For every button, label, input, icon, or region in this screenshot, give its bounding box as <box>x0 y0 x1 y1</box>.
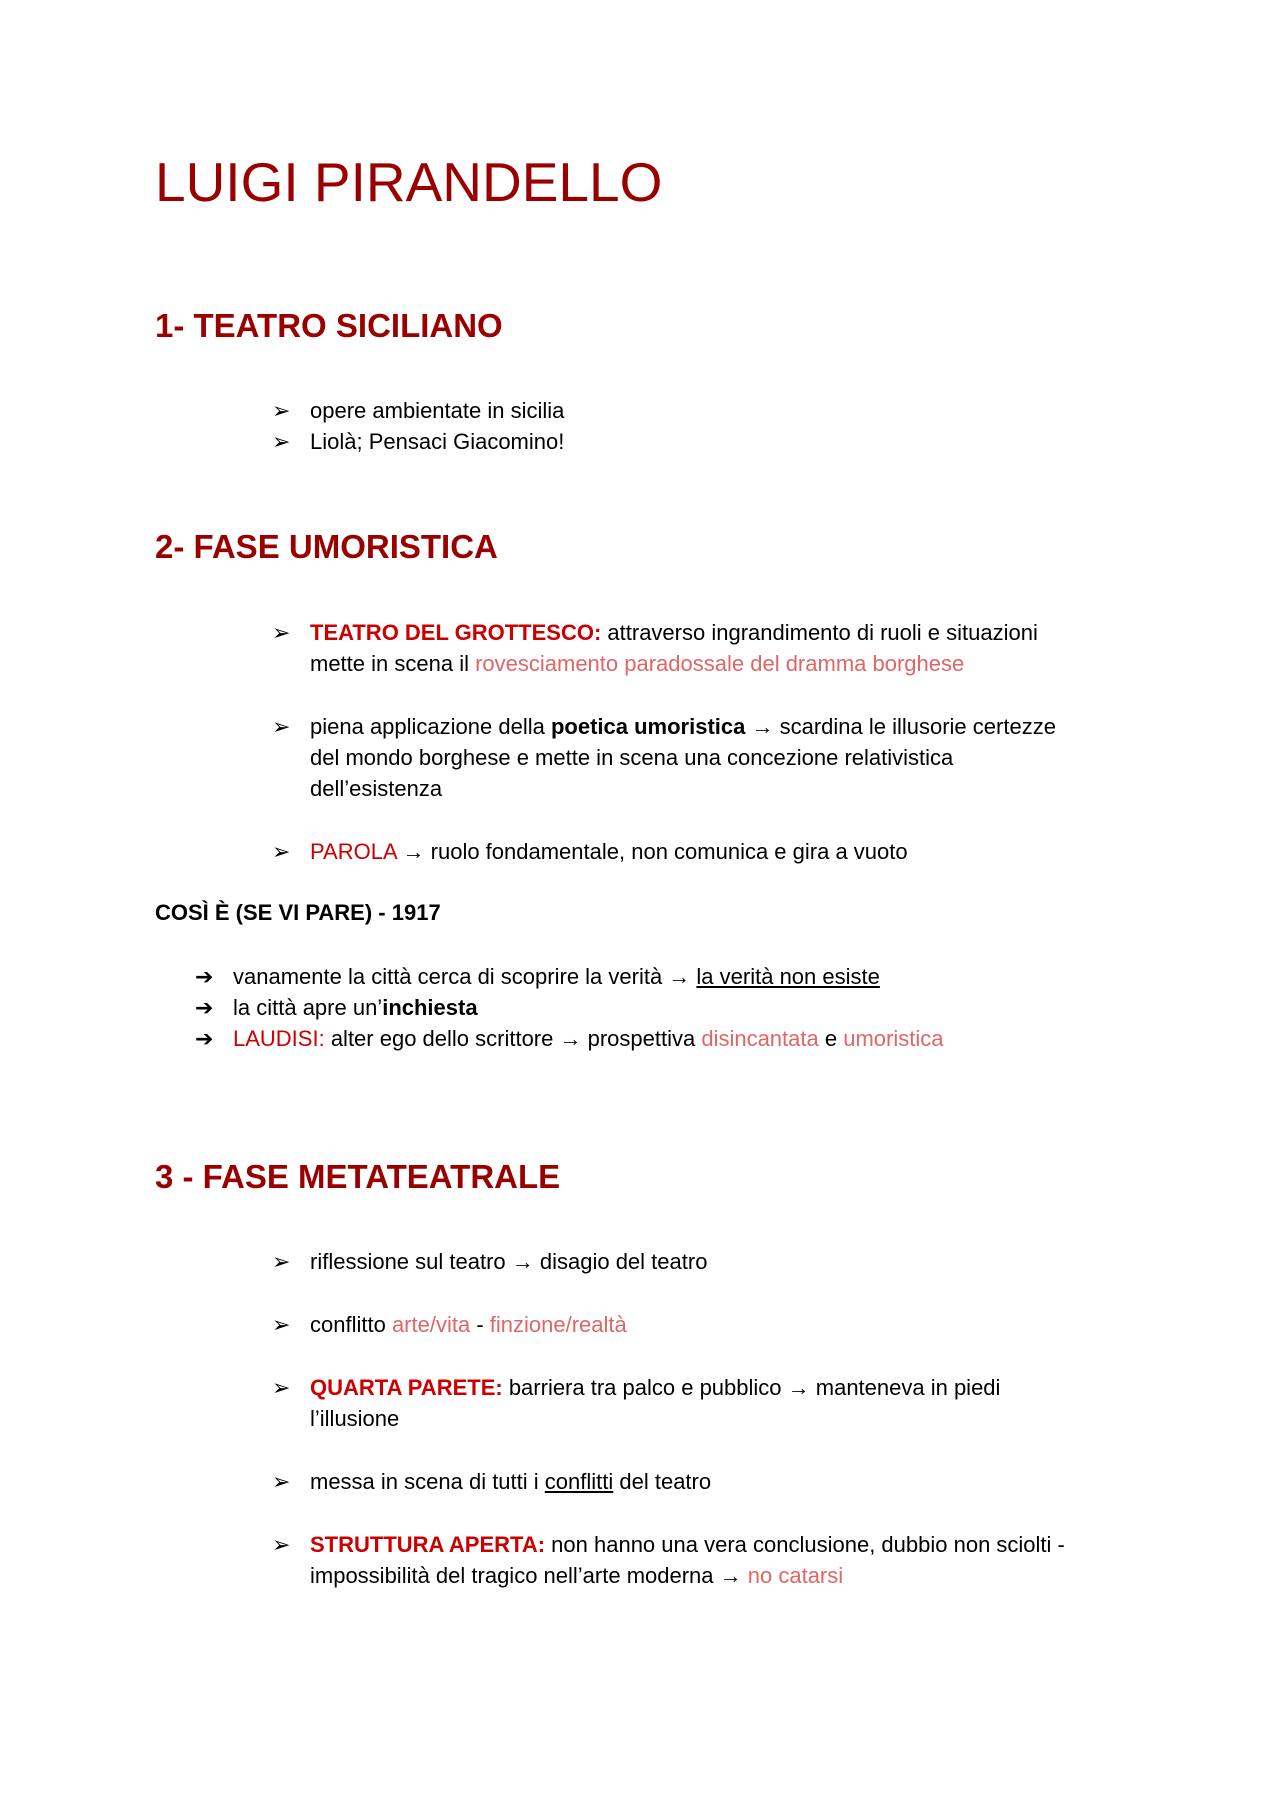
section-heading-fase-metateatrale: 3 - FASE METATEATRALE <box>155 1158 561 1195</box>
term-quarta-parete: QUARTA PARETE: <box>310 1375 503 1400</box>
bullet-arrowhead-icon: ➢ <box>272 429 291 454</box>
bullet-arrowhead-icon: ➢ <box>272 1249 291 1274</box>
subheading-cosi-e: COSÌ È (SE VI PARE) - 1917 <box>155 900 441 925</box>
bullet-arrowhead-icon: ➢ <box>272 1375 291 1400</box>
section-heading-fase-umoristica: 2- FASE UMORISTICA <box>155 528 498 565</box>
bullet-arrowhead-icon: ➢ <box>272 1469 291 1494</box>
bullet-arrow-icon: ➔ <box>195 964 214 989</box>
bullet-arrowhead-icon: ➢ <box>272 620 291 645</box>
term-laudisi: LAUDISI: <box>233 1026 325 1051</box>
page-title: LUIGI PIRANDELLO <box>155 151 663 213</box>
bullet-arrowhead-icon: ➢ <box>272 1312 291 1337</box>
term-teatro-del-grottesco: TEATRO DEL GROTTESCO: <box>310 620 602 645</box>
document-page: LUIGI PIRANDELLO 1- TEATRO SICILIANO ➢ opere ambientate in sicilia ➢ Liolà; Pensaci Giacomino! 2- FASE UMORISTICA ➢ TEATRO DEL GROTTESCO: attraverso ingrandimento di ruoli e situazioni mette in scena il rovesciamento paradossale del dramma borghese ➢ piena applicazione della poetica umoristica → scardina le illusorie certezze del mondo borghese e mette in scena una concezione relativistica dell’esistenza ➢ PAROLA → ruolo fondamentale, non comunica e gira a vuoto COSÌ È (SE VI PARE) - 1917 ➔ vanamente la città cerca di scoprire la verità → la verità non esiste ➔ la città apre un’inchiesta ➔ LAUDISI: alter ego dello scrittore → prospettiva disincantata e umoristica 3 - FASE METATEATRALE ➢ riflessione sul teatro → disagio del teatro ➢ conflitto arte/vita - finzione/realtà ➢ QUARTA PARETE: barriera tra palco e pubblico → manteneva in piedi l’illusione ➢ messa in scena di tutti i conflitti del teatro ➢ STRUTTURA APERTA: non hanno una vera conclusione, dubbio non sciolti - impossibilità del tragico nell’arte moderna → no catarsi <box>155 151 1065 1588</box>
bullet-arrowhead-icon: ➢ <box>272 714 291 739</box>
bullet-arrowhead-icon: ➢ <box>272 839 291 864</box>
bullet-arrowhead-icon: ➢ <box>272 398 291 423</box>
bullet-arrow-icon: ➔ <box>195 1026 214 1051</box>
term-struttura-aperta: STRUTTURA APERTA: <box>310 1532 546 1557</box>
term-parola: PAROLA <box>310 839 397 864</box>
section-heading-teatro-siciliano: 1- TEATRO SICILIANO <box>155 307 503 344</box>
bullet-arrow-icon: ➔ <box>195 995 214 1020</box>
bullet-arrowhead-icon: ➢ <box>272 1532 291 1557</box>
